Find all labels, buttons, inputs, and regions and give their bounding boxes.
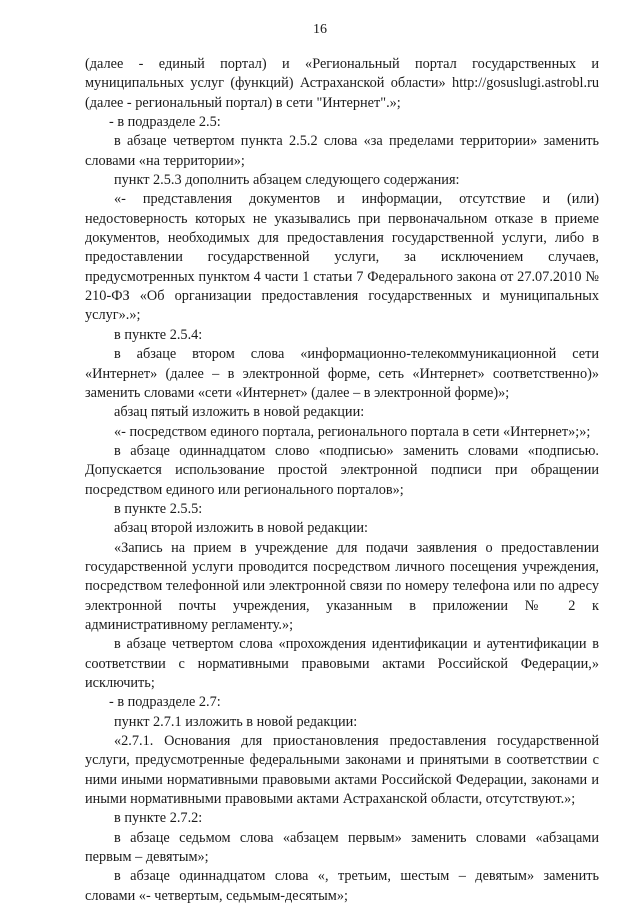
- paragraph-2-5-5-second-text: «Запись на прием в учреждение для подачи заявления о предоставлении государственной услуги проводится посредством личного посещения учреждения, посредством телефонной или электронной связи по номеру телефона или по адресу электронной почты учреждения, указанным в приложении № 2 к административному регламенту.»;: [85, 539, 599, 633]
- paragraph-2-5-4-eleventh: в абзаце одиннадцатом слово «подписью» заменить словами «подписью. Допускается использование простой электронной подписи при обращении посредством единого или регионального порталов»;: [85, 442, 599, 498]
- page-number: 16: [313, 22, 327, 37]
- paragraph-portal-continuation: (далее - единый портал) и «Региональный портал государственных и муниципальных услуг (функций) Астраханской области» http://gosuslugi.astrobl.ru (далее - региональный портал) в сети "Интернет".»;: [85, 56, 599, 111]
- paragraph-2-7-1-text: «2.7.1. Основания для приостановления предоставления государственной услуги, предусмотренные федеральными законами и принятыми в соответствии с ними иными нормативными правовыми актами Российской Федерации, законами и иными нормативными правовыми актами Астраханской области, отсутствуют.»;: [85, 733, 599, 808]
- paragraph-subsection-2-7: - в подразделе 2.7:: [109, 694, 221, 711]
- paragraph-2-5-4-fifth-text: «- посредством единого портала, регионального портала в сети «Интернет»;»;: [114, 423, 591, 440]
- paragraph-2-7-2-seventh: в абзаце седьмом слова «абзацем первым» заменить словами «абзацами первым – девятым»;: [85, 829, 599, 866]
- document-body: [85, 55, 599, 906]
- paragraph-2-7-2-eleventh: в абзаце одиннадцатом слова «, третьим, шестым – девятым» заменить словами «- четвертым, седьмым-десятым»;: [85, 868, 599, 904]
- paragraph-subsection-2-5: - в подразделе 2.5:: [109, 114, 221, 131]
- paragraph-2-5-5-fourth: в абзаце четвертом слова «прохождения идентификации и аутентификации в соответствии с нормативными правовыми актами Российской Федерации,» исключить;: [85, 636, 599, 691]
- paragraph-2-5-4-second: в абзаце втором слова «информационно-телекоммуникационной сети «Интернет» (далее – в электронной форме, сеть «Интернет» соответственно)» заменить словами «сети «Интернет» (далее – в электронной форме)»;: [85, 346, 599, 401]
- paragraph-2-5-4-fifth-intro: абзац пятый изложить в новой редакции:: [114, 404, 365, 421]
- paragraph-2-5-5-second-intro: абзац второй изложить в новой редакции:: [114, 520, 369, 537]
- paragraph-2-7-1-intro: пункт 2.7.1 изложить в новой редакции:: [114, 713, 358, 730]
- paragraph-2-5-3-intro: пункт 2.5.3 дополнить абзацем следующего содержания:: [114, 172, 460, 189]
- paragraph-2-7-2-intro: в пункте 2.7.2:: [114, 810, 203, 827]
- paragraph-2-5-4-intro: в пункте 2.5.4:: [114, 326, 203, 343]
- paragraph-2-5-3-text: «- представления документов и информации, отсутствие и (или) недостоверность которых не указывались при первоначальном отказе в приеме документов, необходимых для предоставления государственной услуги, либо в предоставлении государственной услуги, за исключением случаев, предусмотренных пунктом 4 части 1 статьи 7 Федерального закона от 27.07.2010 № 210-ФЗ «Об организации предоставления государственных и муниципальных услуг».»;: [85, 191, 599, 324]
- paragraph-2-5-2: в абзаце четвертом пункта 2.5.2 слова «за пределами территории» заменить словами «на территории»;: [85, 133, 599, 169]
- paragraph-2-5-5-intro: в пункте 2.5.5:: [114, 500, 203, 517]
